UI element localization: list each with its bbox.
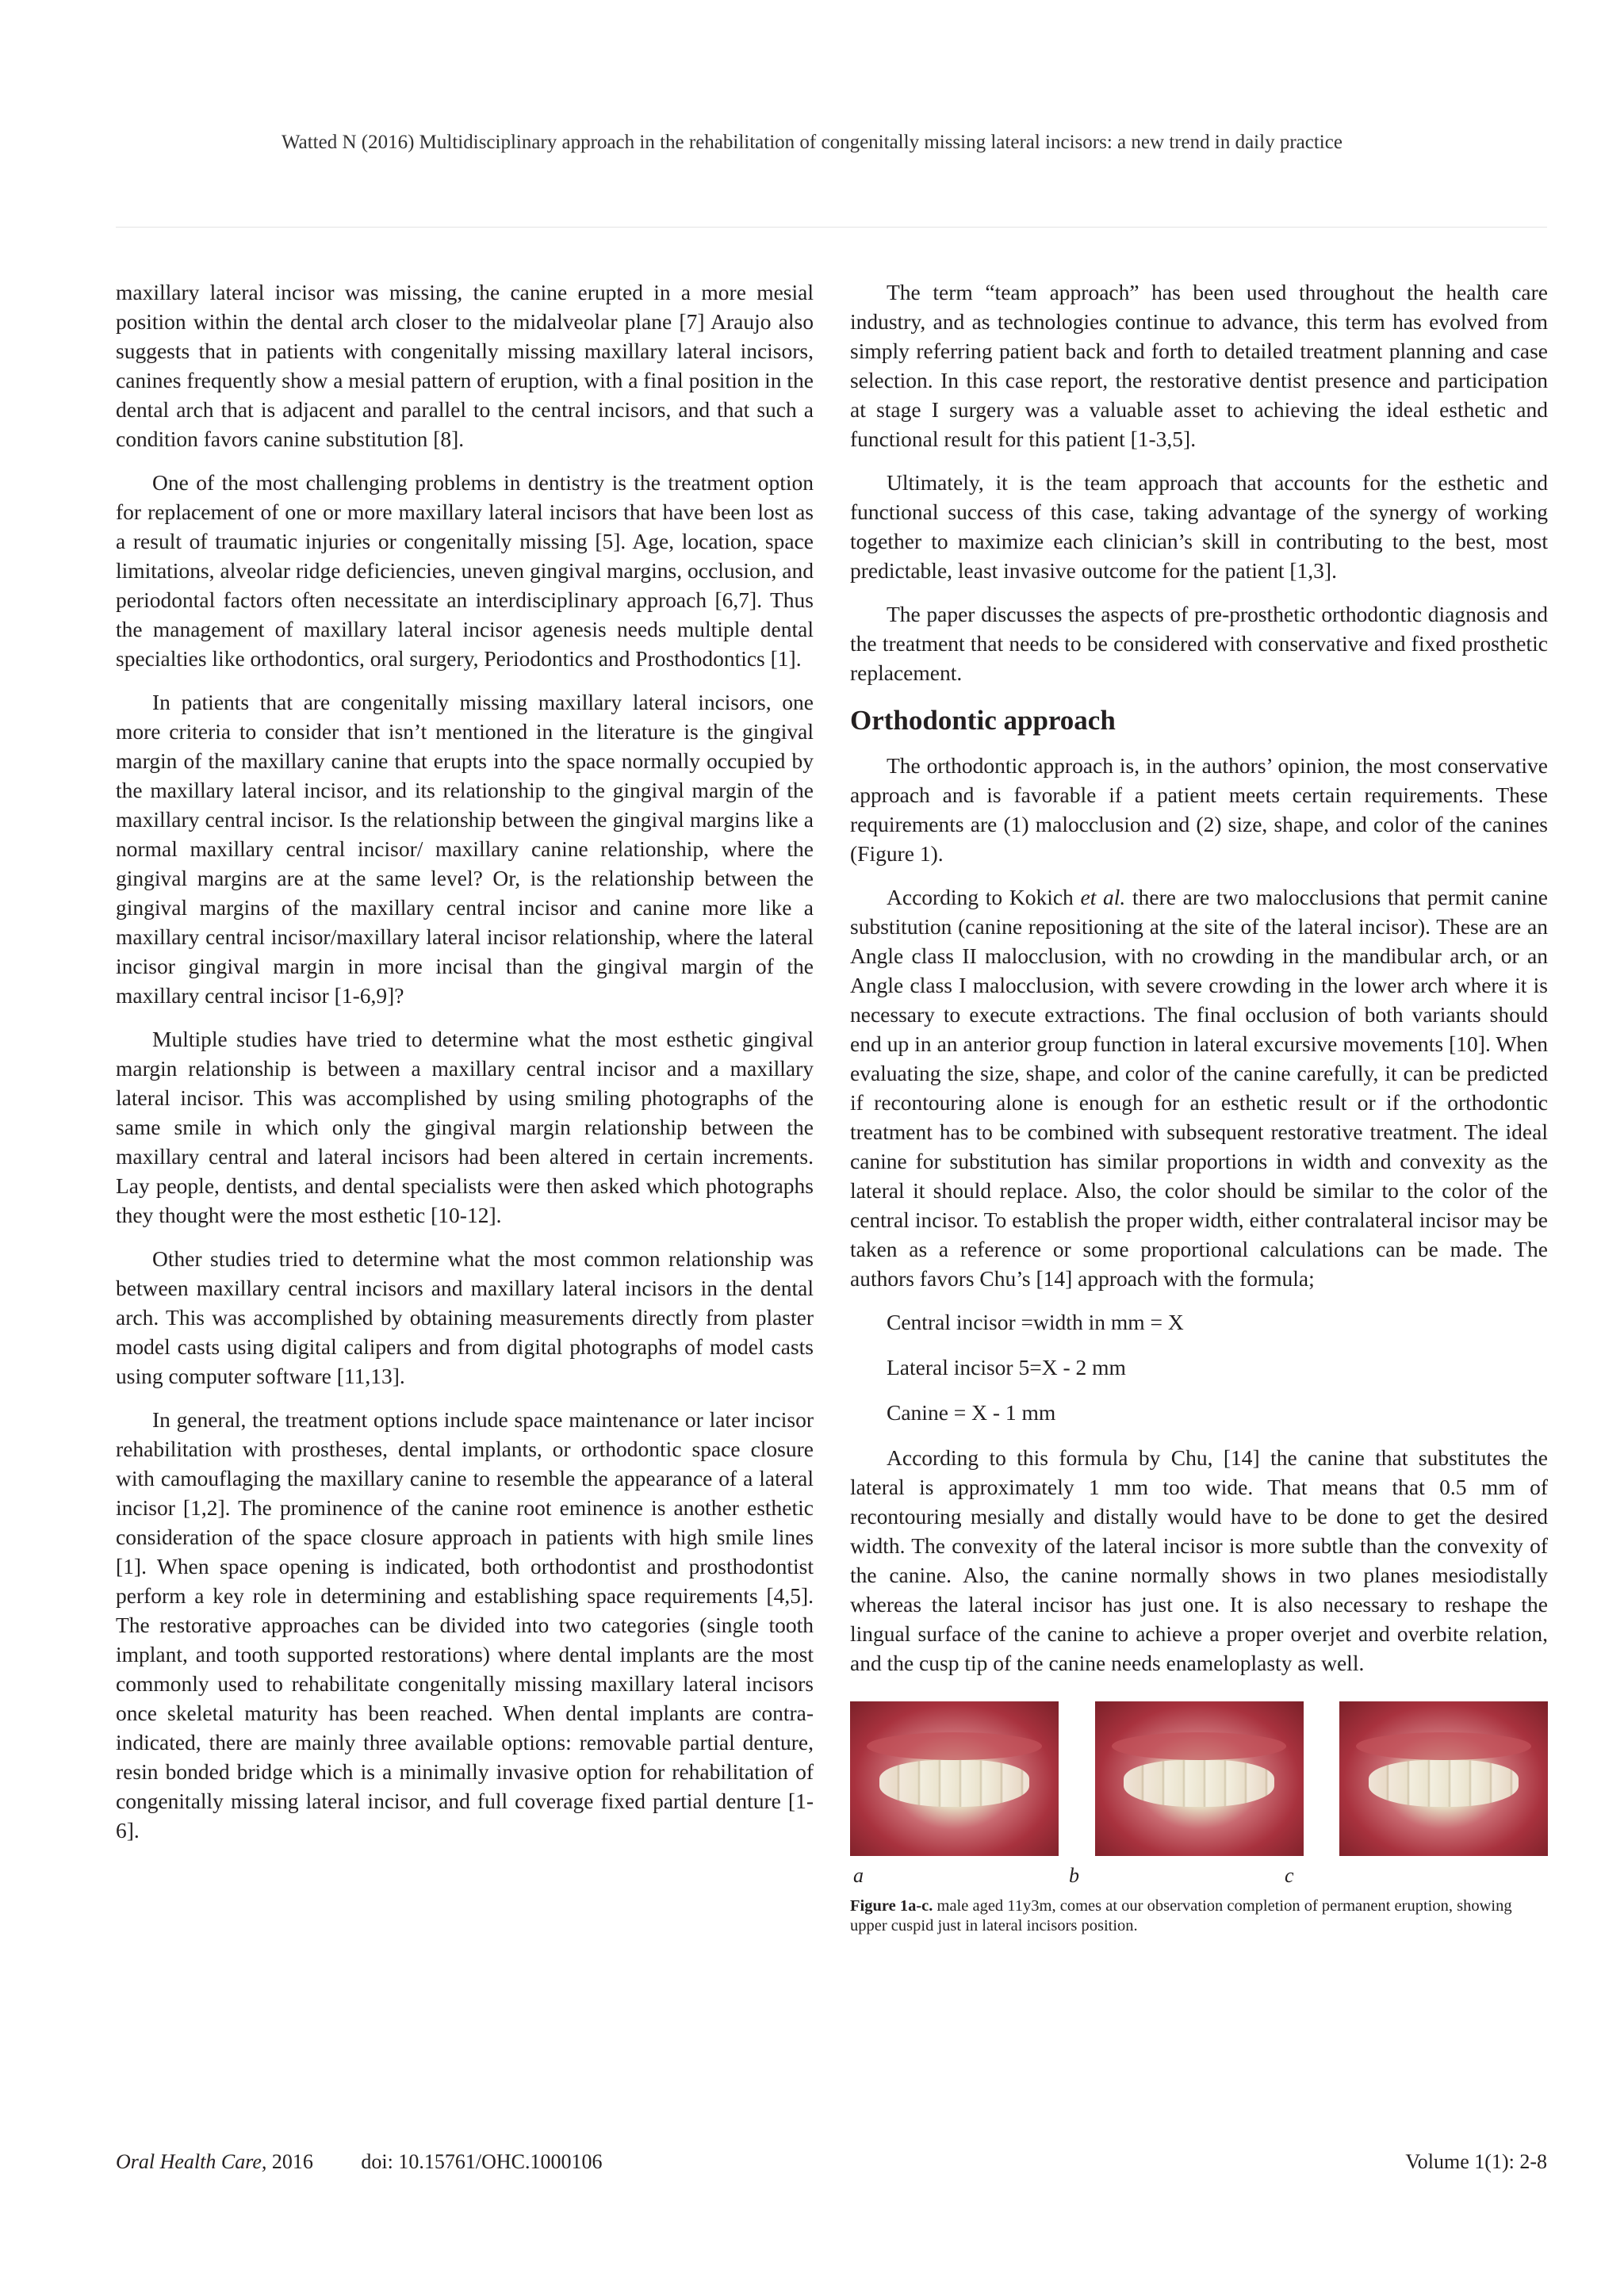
page-footer [116,2150,1547,2174]
paragraph: One of the most challenging problems in dentistry is the treatment option for replacement of one or more maxillary lateral incisors that have been lost as a result of traumatic injuries or congenitally missing [5]. Age, location, space limitations, alveolar ridge deficiencies, uneven gingival margins, occlusion, and periodontal factors often necessitate an interdisciplinary approach [6,7]. Thus the management of maxillary lateral incisor agenesis needs multiple dental specialties like orthodontics, oral surgery, Periodontics and Prosthodontics [1]. [116,470,814,671]
dental-photo-a [850,1701,1059,1856]
figure-caption [850,1896,1548,1936]
italic-text: et al. [1080,885,1126,909]
section-heading: Orthodontic approach [850,705,1116,736]
left-column [116,277,814,1859]
paragraph [850,882,1548,1293]
formula-line: Central incisor =width in mm = X [887,1310,1184,1334]
dental-photo-b [1095,1701,1304,1856]
figure-label-a: a [853,1864,864,1887]
dental-photo-c [1339,1701,1548,1856]
footer-year: 2016 [266,2150,313,2173]
figure-labels [850,1861,1548,1890]
paragraph: The term “team approach” has been used throughout the health care industry, and as technologies continue to advance, this term has evolved from simply referring patient back and forth to detailed treatment planning and case selection. In this case report, the restorative dentist presence and participation at stage I surgery was a valuable asset to achieving the ideal esthetic and functional result for this patient [1-3,5]. [850,280,1548,451]
caption-label: Figure 1a-c. [850,1897,933,1915]
running-header: Watted N (2016) Multidisciplinary approach in the rehabilitation of congenitally missing lateral incisors: a new trend in daily practice [282,132,1342,153]
formula-line: Lateral incisor 5=X - 2 mm [887,1355,1126,1380]
paragraph: The orthodontic approach is, in the authors’ opinion, the most conservative approach and is favorable if a patient meets certain requirements. These requirements are (1) malocclusion and (2) size, shape, and color of the canines (Figure 1). [850,753,1548,866]
figure-photos [850,1701,1548,1856]
paragraph: Multiple studies have tried to determine what the most esthetic gingival margin relationship is between a maxillary central incisor and a maxillary lateral incisor. This was accomplished by using smiling photographs of the same smile in which only the gingival margin relationship between the maxillary central and lateral incisors had been altered in certain increments. Lay people, dentists, and dental specialists were then asked which photographs they thought were the most esthetic [10-12]. [116,1027,814,1227]
formula-line: Canine = X - 1 mm [887,1400,1056,1425]
figure-label-c: c [1285,1864,1294,1887]
paragraph: Other studies tried to determine what the most common relationship was between maxillary central incisors and maxillary lateral incisors in the dental arch. This was accomplished by obtaining measurements directly from plaster model casts using digital calipers and from digital photographs of model casts using computer software [11,13]. [116,1246,814,1388]
caption-text: male aged 11y3m, comes at our observation completion of permanent eruption, showing upper cuspid just in lateral incisors position. [850,1897,1512,1934]
footer-doi: doi: 10.15761/OHC.1000106 [361,2150,603,2173]
footer-journal [116,2150,313,2173]
paragraph: According to this formula by Chu, [14] the canine that substitutes the lateral is approximately 1 mm too wide. That means that 0.5 mm of recontouring mesially and distally would have to be done to get the desired width. The convexity of the lateral incisor is more subtle than the convexity of the canine. Also, the canine normally shows in two planes mesiodistally whereas the lateral incisor has just one. It is also necessary to reshape the lingual surface of the canine to achieve a proper overjet and overbite relation, and the cusp tip of the canine needs enameloplasty as well. [850,1445,1548,1675]
paragraph: In general, the treatment options include space maintenance or later incisor rehabilitation with prostheses, dental implants, or orthodontic space closure with camouflaging the maxillary canine to resemble the appearance of a lateral incisor [1,2]. The prominence of the canine root eminence is another esthetic consideration of the space closure approach in patients with high smile lines [1]. When space opening is indicated, both orthodontist and prosthodontist perform a key role in determining and establishing space requirements [4,5]. The restorative approaches can be divided into two categories (single tooth implant, and tooth supported restorations) where dental implants are the most commonly used to rehabilitate congenitally missing maxillary lateral incisors once skeletal maturity has been reached. When dental implants are contra-indicated, there are mainly three available options: removable partial denture, resin bonded bridge which is a minimally invasive option for rehabilitation of congenitally missing lateral incisor, and full coverage fixed partial denture [1-6]. [116,1407,814,1843]
right-column [850,277,1548,1936]
journal-name: Oral Health Care, [116,2150,267,2173]
paragraph: In patients that are congenitally missing maxillary lateral incisors, one more criteria to consider that isn’t mentioned in the literature is the gingival margin of the maxillary canine that erupts into the space normally occupied by the maxillary lateral incisor, and its relationship to the gingival margin of the maxillary central incisor. Is the relationship between the gingival margins like a normal maxillary central incisor/ maxillary canine relationship, where the gingival margins are at the same level? Or, is the relationship between the gingival margins of the maxillary central incisor and canine more like a maxillary central incisor/maxillary lateral incisor relationship, where the lateral incisor gingival margin in more incisal than the gingival margin of the maxillary central incisor [1-6,9]? [116,690,814,1008]
header-divider [116,227,1547,228]
figure-label-b: b [1069,1864,1079,1887]
figure-1 [850,1701,1548,1936]
paragraph: Ultimately, it is the team approach that accounts for the esthetic and functional success of this case, taking advantage of the synergy of working together to maximize each clinician’s skill in contributing to the best, most predictable, least invasive outcome for the patient [1,3]. [850,470,1548,583]
paragraph: The paper discusses the aspects of pre-prosthetic orthodontic diagnosis and the treatment that needs to be considered with conservative and fixed prosthetic replacement. [850,602,1548,685]
text-run: there are two malocclusions that permit canine substitution (canine repositioning at the site of the lateral incisor). These are an Angle class II malocclusion, with no crowding in the mandibular arch, or an Angle class I malocclusion, with severe crowding in the lower arch where it is necessary to execute extractions. The final occlusion of both variants should end up in an anterior group function in lateral excursive movements [10]. When evaluating the size, shape, and color of the canine carefully, it can be predicted if recontouring alone is enough for an esthetic result or if the orthodontic treatment has to be combined with subsequent restorative treatment. The ideal canine for substitution has similar proportions in width and convexity as the lateral it should replace. Also, the color should be similar to the color of the central incisor. To establish the proper width, either contralateral incisor may be taken as a reference or some proportional calculations can be made. The authors favors Chu’s [14] approach with the formula; [850,885,1548,1291]
text-run: According to Kokich [887,885,1081,909]
paragraph: maxillary lateral incisor was missing, the canine erupted in a more mesial position within the dental arch closer to the midalveolar plane [7] Araujo also suggests that in patients with congenitally missing maxillary lateral incisors, canines frequently show a mesial pattern of eruption, with a final position in the dental arch that is adjacent and parallel to the central incisors, and that such a condition favors canine substitution [8]. [116,280,814,451]
footer-volume: Volume 1(1): 2-8 [1405,2150,1547,2173]
footer-left [116,2150,645,2174]
